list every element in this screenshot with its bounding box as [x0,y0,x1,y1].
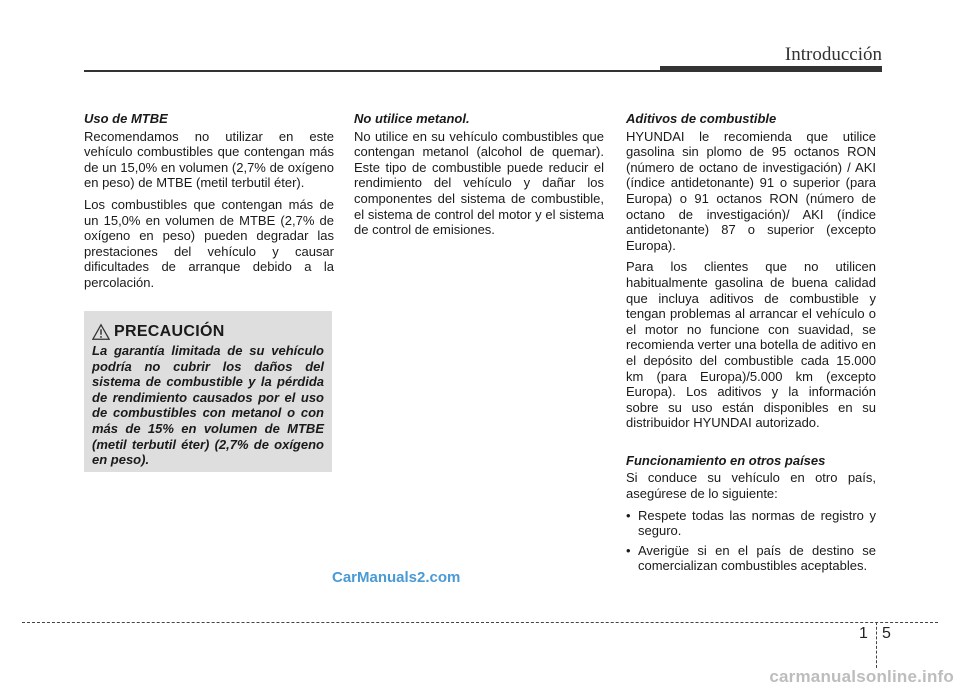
column-left [84,111,334,297]
paragraph: HYUNDAI le recomienda que utilice gasolina sin plomo de 95 octanos RON (número de octano de investigación) / AKI (índice antidetonante) 91 o superior (para Europa) o 91 octanos RON (número de octano de investigación)/ AKI (índice antidetonante) 87 o superior (excepto Europa). [626,128,876,253]
header-rule [84,70,664,72]
column-right [626,111,876,578]
section-heading-other-countries: Funcionamiento en otros países [626,452,826,468]
list-item: • Respete todas las normas de registro y seguro. [626,508,876,539]
chapter-title: Introducción [784,44,882,65]
caution-box [84,311,332,472]
bullet-list [626,508,876,574]
caution-text: La garantía limitada de su vehículo podría no cubrir los daños del sistema de combustible y la pérdida de rendimiento causados por el uso de combustibles con metanol o con más de 15% en volumen de MTBE (metil terbutil éter) (2,7% de oxígeno en peso). [92,343,324,468]
caution-title: PRECAUCIÓN [114,323,225,340]
footer-dashed-rule [22,622,938,623]
list-item: • Averigüe si en el país de destino se comercializan combustibles aceptables. [626,543,876,574]
section-heading-additives: Aditivos de combustible [626,111,777,126]
section-number: 1 [859,625,868,642]
section-heading-mtbe: Uso de MTBE [84,111,168,126]
spacer [626,437,876,453]
watermark-link[interactable]: CarManuals2.com [332,569,461,586]
paragraph: Los combustibles que contengan más de un 15,0% en volumen de MTBE (2,7% de oxígeno en peso) pueden degradar las prestaciones del vehículo y causar dificultades de arranque debido a la percolación. [84,196,334,290]
bottom-watermark: carmanualsonline.info [769,667,954,686]
paragraph: Si conduce su vehículo en otro país, asegúrese de lo siguiente: [626,470,876,502]
column-middle [354,111,604,244]
caution-header [92,323,324,341]
warning-triangle-icon [92,323,110,341]
header-rule-thick [660,66,882,72]
paragraph: Para los clientes que no utilicen habitualmente gasolina de buena calidad que incluya aditivos de combustible y tengan problemas al arrancar el vehículo o el motor no funcione con suavidad, se recomienda verter una botella de aditivo en el depósito del combustible cada 15.000 km (para Europa)/5.000 km (excepto Europa). Los aditivos y la información sobre su uso están disponibles en su distribuidor HYUNDAI autorizado. [626,259,876,431]
section-heading-methanol: No utilice metanol. [354,111,470,126]
footer-vertical-dashed-rule [876,622,877,668]
page-number: 5 [882,625,891,642]
paragraph: No utilice en su vehículo combustibles que contengan metanol (alcohol de quemar). Este tipo de combustible puede reducir el rendimiento del vehículo y dañar los componentes del sistema de combustible, el sistema de control del motor y el sistema de control de emisiones. [354,128,604,238]
paragraph: Recomendamos no utilizar en este vehículo combustibles que contengan más de un 15,0% en volumen (2,7% de oxígeno en peso) de MTBE (metil terbutil éter). [84,128,334,191]
